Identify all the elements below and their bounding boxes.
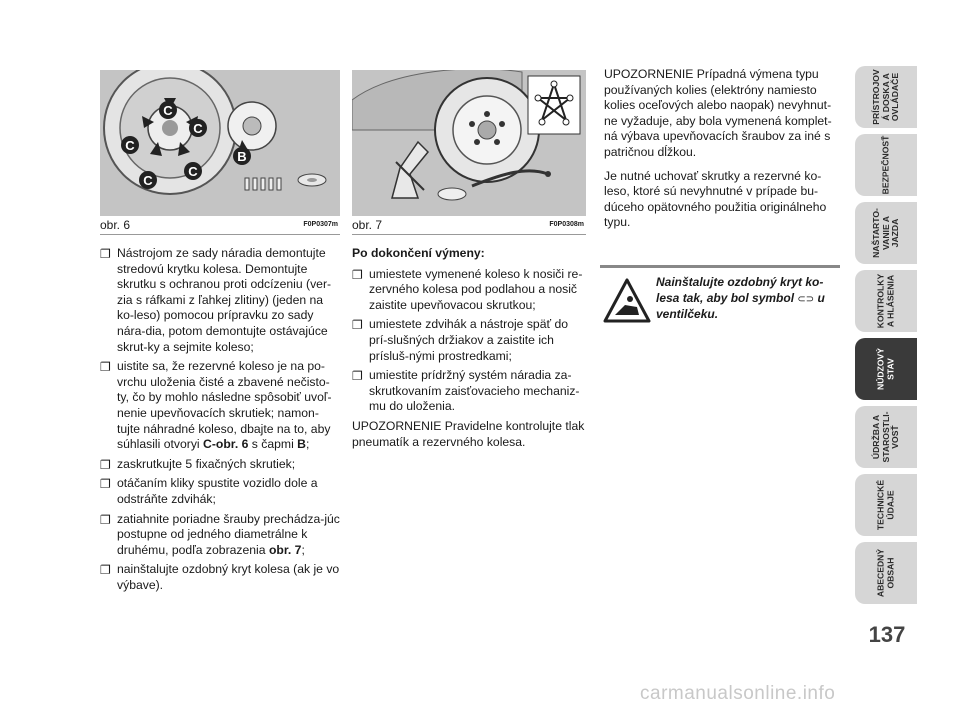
checkbox-bullet-icon: ❐: [100, 457, 111, 472]
checkbox-bullet-icon: ❐: [100, 512, 111, 527]
warning-box: [600, 265, 840, 337]
label-c-bottom-right: [184, 162, 202, 180]
figure-7-image: [352, 70, 586, 216]
svg-text:C: C: [143, 173, 153, 188]
page-number: 137: [868, 622, 906, 647]
list-item: ❐ otáčaním kliky spustite vozidlo dole a odstráňte zdvihák;: [100, 476, 318, 506]
list-item: ❐ uistite sa, že rezervné koleso je na po-vrchu uloženia čisté a zbavené nečisto-ty, čo by mohlo následne spôsobiť uvoľ-nenie upevňovacích skrutiek; namon-tujte náhradné koleso, dbajte na to, aby súhlasili otvoryi C-obr. 6 s čapmi B;: [100, 359, 332, 452]
valve-symbol-icon: ⊂⊃: [797, 293, 815, 305]
warning-divider: [600, 265, 840, 268]
list-item: ❐ Nástrojom ze sady náradia demontujte stredovú krytku kolesa. Demontujte skrutku s ochranou proti odcízeniu (ver-zia s ráfkami z ľahkej zlitiny) (jeden na ko-leso) pomocou prípravku zo sady nára-dia, potom demontujte ostávajúce skrut-ky a sejmite koleso;: [100, 246, 332, 354]
checkbox-bullet-icon: ❐: [100, 477, 111, 492]
tab-udrzba[interactable]: ÚDRŽBA A STAROSTLI- VOSŤ: [855, 406, 917, 468]
list-item: ❐ zatiahnite poriadne šrauby prechádza-júc postupne od jedného diametrálne k druhému, podľa zobrazenia obr. 7;: [100, 511, 340, 557]
column-1-instructions: [100, 246, 340, 597]
checkbox-bullet-icon: ❐: [100, 563, 111, 578]
svg-text:B: B: [237, 149, 247, 164]
tab-pristrojova-doska[interactable]: PRÍSTROJOV Á DOSKA A OVLÁDAČE: [855, 66, 917, 128]
svg-text:C: C: [163, 103, 173, 118]
label-c-top: [159, 101, 177, 119]
label-b: [233, 147, 251, 165]
tab-abecedny-obsah[interactable]: ABECEDNÝ OBSAH: [855, 542, 917, 604]
figure-ref: obr. 7: [268, 542, 302, 557]
svg-text:C: C: [188, 164, 198, 179]
checkbox-bullet-icon: ❐: [352, 267, 363, 282]
tab-kontrolky[interactable]: KONTROLKY A HLÁSENIA: [855, 270, 917, 332]
section-heading: Po dokončení výmeny:: [352, 246, 485, 260]
list-item: ❐ zaskrutkujte 5 fixačných skrutiek;: [100, 456, 296, 472]
warning-text: Nainštalujte ozdobný kryt ko-lesa tak, aby bol symbol ⊂⊃ u ventilčeku.: [656, 275, 825, 321]
list-item: ❐ umiestite prídržný systém náradia za-skrutkovaním zaisťovacieho mechaniz-mu do uloženia.: [352, 368, 580, 414]
note-paragraph: Je nutné uchovať skrutky a rezervné ko-leso, ktoré sú nevyhnutné v prípade bu-dúceho opätovného použitia originálneho typu.: [604, 168, 827, 230]
note-paragraph: UPOZORNENIE Pravidelne kontrolujte tlak pneumatík a rezervného kolesa.: [352, 418, 585, 449]
figure-6-image: [100, 70, 340, 216]
checkbox-bullet-icon: ❐: [352, 318, 363, 333]
figure-6-number: obr. 6: [100, 218, 131, 232]
watermark: carmanualsonline.info: [640, 683, 836, 704]
checkbox-bullet-icon: ❐: [100, 247, 111, 261]
label-c-right-top: [189, 119, 207, 137]
list-item: ❐ nainštalujte ozdobný kryt kolesa (ak je vo výbave).: [100, 562, 340, 592]
figure-6-caption: [100, 218, 340, 235]
column-2-instructions: [352, 246, 588, 458]
tab-nastartovanie[interactable]: NAŠTARTO- VANIE A JAZDA: [855, 202, 917, 264]
tab-technicke-udaje[interactable]: TECHNICKÉ ÚDAJE: [855, 474, 917, 536]
figure-7-caption: [352, 218, 586, 235]
figure-7-number: obr. 7: [352, 218, 383, 232]
tab-bezpecnost[interactable]: BEZPEČNOSŤ: [855, 134, 917, 196]
column-3-text: [604, 67, 834, 239]
tab-nudzovy-stav[interactable]: NÚDZOVÝ STAV: [855, 338, 917, 400]
list-item: ❐ umiestete zdvihák a nástroje späť do prí-slušných držiakov a zaistite ich prísluš-nými prostredkami;: [352, 317, 569, 363]
label-c-left: [121, 136, 139, 154]
checkbox-bullet-icon: ❐: [100, 360, 111, 375]
warning-triangle-icon: [603, 277, 651, 325]
figure-7-code: F0P0308m: [549, 221, 584, 228]
part-ref: B: [297, 437, 306, 452]
svg-text:C: C: [193, 121, 203, 136]
label-c-bottom-left: [139, 171, 157, 189]
figure-6-code: F0P0307m: [303, 221, 338, 228]
note-paragraph: UPOZORNENIE Prípadná výmena typu používaných kolies (elektróny namiesto kolies oceľových alebo naopak) nevyhnut-ne vyžaduje, aby bola vymenená komplet-ná výbava upevňovacích šraubov za iné s patričnou dĺžkou.: [604, 67, 832, 159]
figure-ref: C-obr. 6: [203, 437, 249, 452]
list-item: ❐ umiestete vymenené koleso k nosiči re-zervného kolesa pod podlahou a nosič zaistite upevňovacou skrutkou;: [352, 266, 583, 312]
svg-text:C: C: [125, 138, 135, 153]
checkbox-bullet-icon: ❐: [352, 369, 363, 384]
